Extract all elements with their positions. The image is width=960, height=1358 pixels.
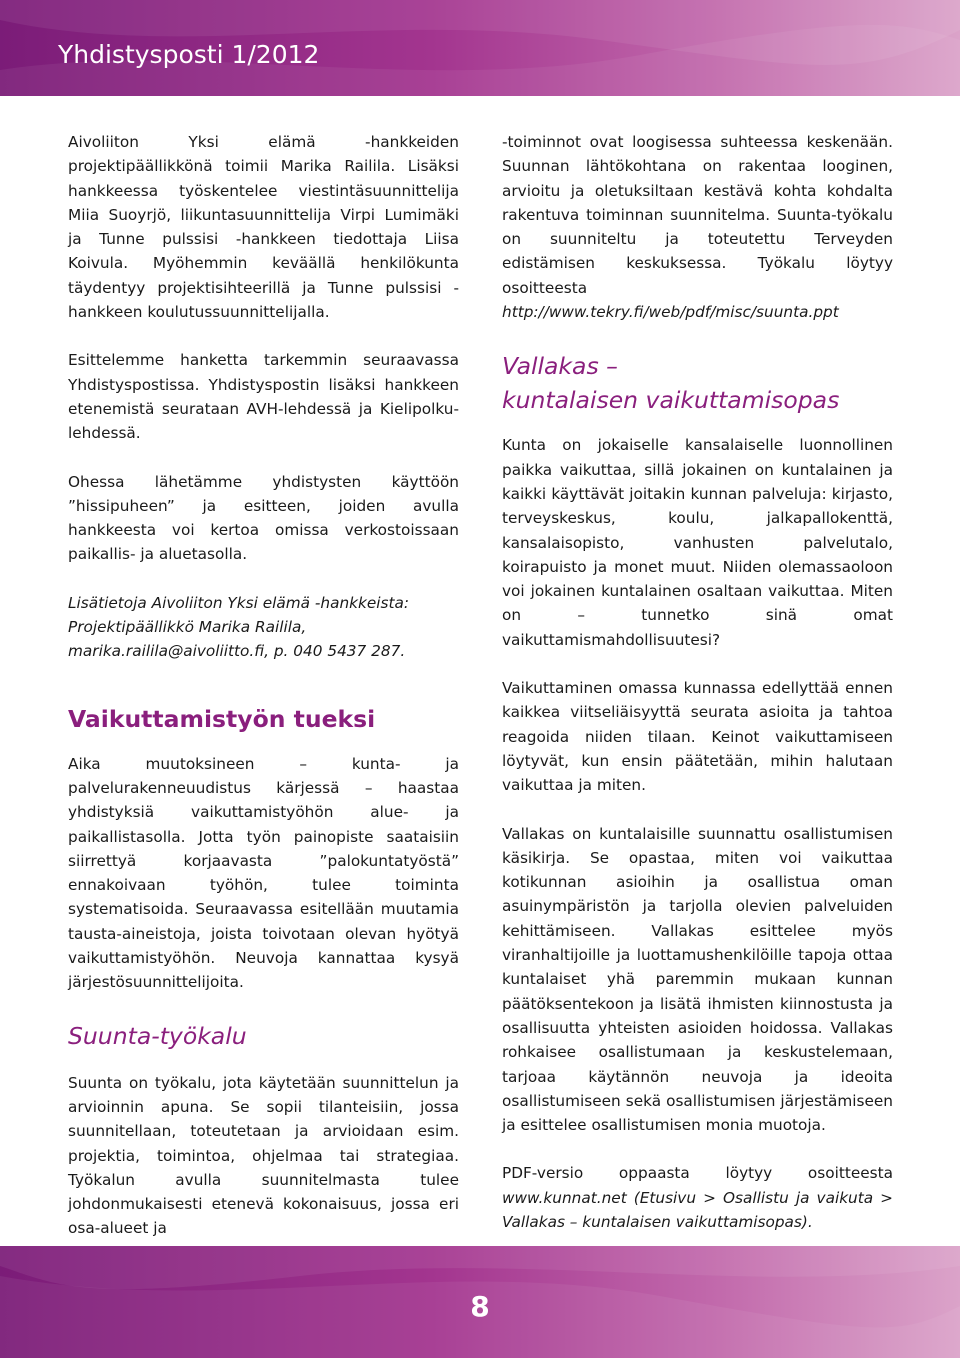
contact-line: Projektipäällikkö Marika Railila, — [68, 618, 307, 637]
left-column — [68, 130, 459, 1241]
section-heading — [502, 349, 893, 417]
heading-line: kuntalaisen vaikuttamisopas — [502, 386, 840, 415]
section-heading: Vaikuttamistyön tueksi — [68, 704, 376, 733]
page-footer — [0, 1246, 960, 1358]
section-heading: Suunta-työkalu — [68, 1021, 247, 1050]
paragraph: Kunta on jokaiselle kansalaiselle luonnollinen paikka vaikuttaa, sillä jokainen on kuntalainen ja kaikki käyttävät joitakin kunnan palveluja: kirjasto, terveyskeskus, koulu, jalkapallokenttä, kansalaisopisto, vanhusten palvelutalo, koirapuisto ja monet muut. Niiden olemassaoloon voi jokainen kuntalainen osaltaan vaikuttaa. Miten on – tunnetko sinä omat vaikuttamismahdollisuutesi? — [502, 436, 893, 649]
paragraph: Vallakas on kuntalaisille suunnattu osallistumisen käsikirja. Se opastaa, miten voi vaikuttaa kotikunnan asioihin ja osallistua oman asuinympäristön ja tarjolla olevien palveluiden kehittämiseen. Vallakas esittelee myös viranhaltijoille ja luottamushenkilöille tapoja ottaa kuntalaiset yhä paremmin mukaan kunnan päätöksentekoon ja lisätä ihmisten kiinnostusta ja osallisuutta yhteisten asioiden hoidossa. Vallakas rohkaisee osallistumaan ja keskustelemaan, tarjoaa käytännön neuvoja ja ideoita osallistumiseen sekä osallistumisen järjestämiseen ja esittelee osallistumisen monia muotoja. — [502, 824, 893, 1135]
page-header — [0, 0, 960, 96]
paragraph: Suunta on työkalu, jota käytetään suunnittelun ja arvioinnin apuna. Se sopii tilanteisiin, jossa suunnitellaan, toteutetaan ja arvioidaan esim. projektia, toimintoa, ohjelmaa tai strategiaa. Työkalun avulla suunnitelmasta tulee johdonmukaisesti etenevä kokonaisuus, jossa eri osa-alueet ja — [68, 1073, 459, 1238]
paragraph: Ohessa lähetämme yhdistysten käyttöön ”hissipuheen” ja esitteen, joiden avulla hankkeesta voi kertoa omissa verkostoissaan paikallis- ja aluetasolla. — [68, 472, 459, 564]
vallakas-link[interactable]: www.kunnat.net (Etusivu > Osallistu ja vaikuta > Vallakas – kuntalaisen vaikuttamisopas). — [502, 1188, 893, 1231]
paragraph: Vaikuttaminen omassa kunnassa edellyttää ennen kaikkea viitseliäisyyttä seurata asioita ja tahtoa reagoida niiden tilaan. Keinot vaikuttamiseen löytyvät, kun ensin päätetään, mihin halutaan vaikuttaa ja miten. — [502, 679, 893, 795]
page-number: 8 — [470, 1290, 490, 1323]
right-column — [502, 130, 893, 1234]
paragraph-text: -toiminnot ovat loogisessa suhteessa keskenään. Suunnan lähtökohtana on rakentaa looginen, arvioitu ja oletuksiltaan kestävä kohta kohdalta rakentuva toiminnan suunnitelma. Suunta-työkalu on suunniteltu ja toteutettu Terveyden edistämisen keskuksessa. Työkalu löytyy osoitteesta — [502, 133, 893, 297]
suunta-link[interactable]: http://www.tekry.fi/web/pdf/misc/suunta.ppt — [502, 303, 839, 322]
contact-info — [68, 591, 459, 664]
contact-line: marika.railila@aivoliitto.fi, p. 040 5437 287. — [68, 642, 406, 661]
paragraph: Aivoliiton Yksi elämä -hankkeiden projektipäällikkönä toimii Marika Railila. Lisäksi hankkeessa työskentelee viestintäsuunnittelija Miia Suoyrjö, liikuntasuunnittelija Virpi Lumimäki ja Tunne pulssisi -hankkeen tiedottaja Liisa Koivula. Myöhemmin keväällä henkilökunta täydentyy projektisihteerillä ja Tunne pulssisi -hankkeen koulutussuunnittelijalla. — [68, 133, 459, 322]
publication-title: Yhdistysposti 1/2012 — [58, 40, 320, 69]
contact-line: Lisätietoja Aivoliiton Yksi elämä -hankkeista: — [68, 593, 410, 612]
paragraph — [502, 130, 893, 324]
paragraph: Aika muutoksineen – kunta- ja palvelurakenneuudistus kärjessä – haastaa yhdistyksiä vaikuttamistyöhön alue- ja paikallistasolla. Jotta työn painopiste saataisiin siirrettyä korjaavasta ”palokuntatyöstä” ennakoivaan työhön, tulee toiminta systematisoida. Seuraavassa esitellään muutamia tausta-aineistoja, joista toivotaan olevan hyötyä vaikuttamistyöhön. Neuvoja kannattaa kysyä järjestösuunnittelijoita. — [68, 754, 459, 992]
heading-line: Vallakas – — [502, 352, 618, 381]
paragraph — [502, 1161, 893, 1234]
paragraph: Esittelemme hanketta tarkemmin seuraavassa Yhdistyspostissa. Yhdistyspostin lisäksi hankkeen etenemistä seurataan AVH-lehdessä ja Kielipolku-lehdessä. — [68, 351, 459, 443]
paragraph-text: PDF-versio oppaasta löytyy osoitteesta — [502, 1164, 893, 1183]
